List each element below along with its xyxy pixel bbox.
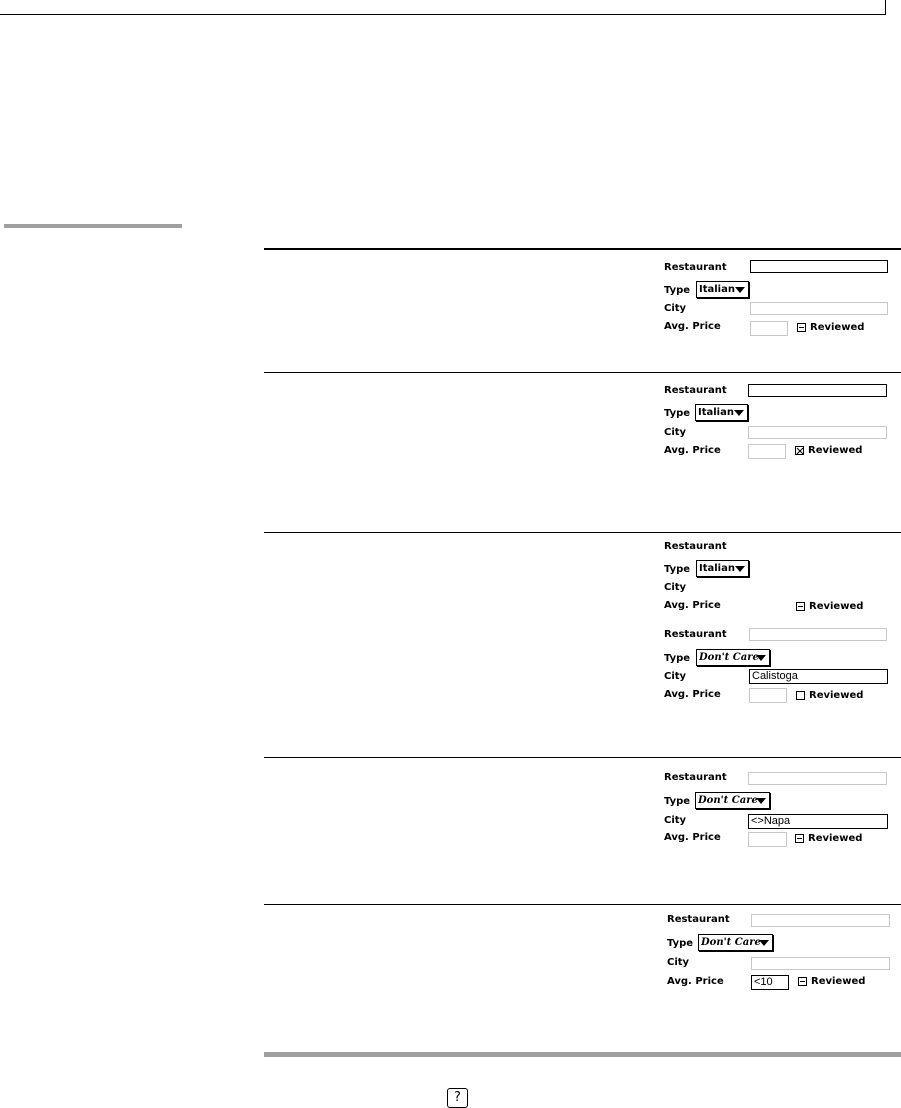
- city-field[interactable]: [751, 957, 890, 970]
- avg-price-field[interactable]: [750, 321, 788, 336]
- table-top-rule: [264, 248, 901, 250]
- city-label: City: [664, 427, 687, 438]
- avg-price-label: Avg. Price: [664, 445, 721, 456]
- header-rule-tick: [885, 0, 886, 15]
- type-label: Type: [664, 653, 691, 664]
- row-divider: [264, 532, 901, 533]
- city-field[interactable]: <>Napa: [748, 814, 888, 829]
- type-dropdown[interactable]: [698, 934, 773, 951]
- type-dropdown-value: Don't Care: [698, 795, 758, 806]
- type-dropdown-value: Don't Care: [699, 652, 759, 663]
- chevron-down-icon: [735, 287, 745, 293]
- restaurant-field[interactable]: [751, 914, 890, 927]
- city-label: City: [664, 671, 687, 682]
- reviewed-checkbox-indeterminate[interactable]: [797, 323, 806, 332]
- avg-price-label: Avg. Price: [667, 976, 724, 987]
- city-label: City: [664, 303, 687, 314]
- dash-icon: [799, 327, 804, 328]
- reviewed-checkbox-checked[interactable]: [795, 446, 804, 455]
- reviewed-label: Reviewed: [809, 601, 864, 612]
- row-divider: [264, 904, 901, 905]
- restaurant-field[interactable]: [748, 772, 887, 785]
- reviewed-label: Reviewed: [808, 445, 863, 456]
- help-button[interactable]: [447, 1088, 468, 1108]
- city-label: City: [667, 957, 690, 968]
- chevron-down-icon: [735, 566, 745, 572]
- avg-price-label: Avg. Price: [664, 600, 721, 611]
- reviewed-label: Reviewed: [811, 976, 866, 987]
- type-dropdown[interactable]: [695, 792, 770, 809]
- restaurant-label: Restaurant: [664, 629, 727, 640]
- type-dropdown-value: Italian: [698, 407, 734, 418]
- chevron-down-icon: [759, 940, 769, 946]
- chevron-down-icon: [756, 655, 766, 661]
- avg-price-label: Avg. Price: [664, 689, 721, 700]
- row-divider: [264, 757, 901, 758]
- question-mark-icon: ?: [454, 1090, 461, 1105]
- city-field[interactable]: [750, 302, 888, 315]
- restaurant-label: Restaurant: [664, 772, 727, 783]
- restaurant-label: Restaurant: [664, 541, 727, 552]
- chevron-down-icon: [734, 410, 744, 416]
- restaurant-label: Restaurant: [664, 262, 727, 273]
- restaurant-field[interactable]: [749, 628, 887, 641]
- restaurant-label: Restaurant: [667, 914, 730, 925]
- restaurant-label: Restaurant: [664, 385, 727, 396]
- type-label: Type: [664, 408, 691, 419]
- reviewed-checkbox-indeterminate[interactable]: [795, 834, 804, 843]
- restaurant-field[interactable]: [750, 260, 888, 273]
- city-field[interactable]: [748, 426, 887, 439]
- header-rule: [0, 14, 886, 15]
- reviewed-label: Reviewed: [810, 322, 865, 333]
- type-dropdown[interactable]: [696, 560, 749, 577]
- reviewed-label: Reviewed: [809, 690, 864, 701]
- type-dropdown-value: Italian: [699, 284, 735, 295]
- reviewed-label: Reviewed: [808, 833, 863, 844]
- table-bottom-rule: [264, 1052, 901, 1057]
- type-dropdown[interactable]: [695, 404, 748, 421]
- type-dropdown[interactable]: [696, 281, 749, 298]
- x-mark-icon: [796, 447, 805, 456]
- chevron-down-icon: [756, 798, 766, 804]
- type-dropdown[interactable]: [696, 649, 770, 666]
- dash-icon: [798, 606, 803, 607]
- city-field[interactable]: Calistoga: [749, 669, 888, 684]
- type-label: Type: [664, 796, 691, 807]
- row-divider: [264, 372, 901, 373]
- avg-price-field[interactable]: [748, 444, 786, 459]
- type-dropdown-value: Don't Care: [701, 937, 761, 948]
- type-dropdown-value: Italian: [699, 563, 735, 574]
- avg-price-field[interactable]: [749, 688, 787, 703]
- restaurant-field[interactable]: [748, 384, 887, 397]
- reviewed-checkbox-unchecked[interactable]: [796, 691, 805, 700]
- dash-icon: [797, 838, 802, 839]
- city-label: City: [664, 582, 687, 593]
- reviewed-checkbox-indeterminate[interactable]: [798, 977, 807, 986]
- city-label: City: [664, 815, 687, 826]
- avg-price-field[interactable]: <10: [751, 975, 789, 990]
- type-label: Type: [664, 285, 691, 296]
- sidebar-rule: [4, 224, 182, 228]
- reviewed-checkbox-indeterminate[interactable]: [796, 602, 805, 611]
- type-label: Type: [664, 564, 691, 575]
- avg-price-label: Avg. Price: [664, 321, 721, 332]
- avg-price-field[interactable]: [748, 832, 787, 847]
- avg-price-label: Avg. Price: [664, 832, 721, 843]
- dash-icon: [800, 981, 805, 982]
- type-label: Type: [667, 938, 694, 949]
